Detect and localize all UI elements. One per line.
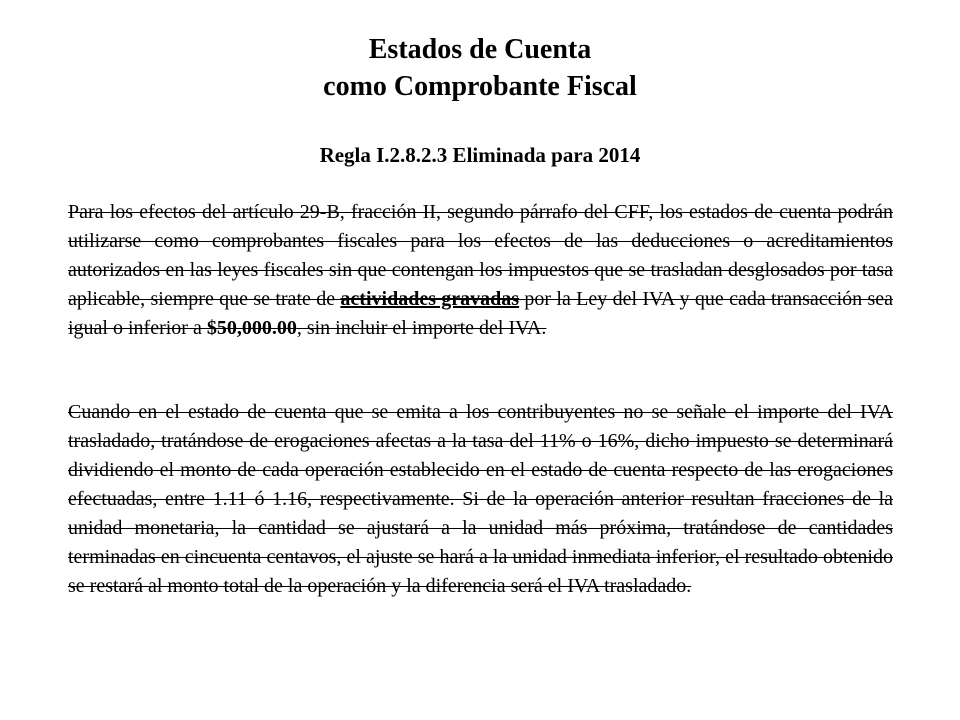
paragraph-1-text-c: , sin incluir el importe del IVA. <box>296 317 547 339</box>
page-title-line-1: Estados de Cuenta <box>368 34 592 65</box>
paragraph-1-text-b: por la Ley del IVA y que cada transacción sea igual o inferior a <box>68 288 893 339</box>
paragraph-1-emphasis-taxed-activities: actividades gravadas <box>340 288 520 310</box>
rule-subtitle: Regla I.2.8.2.3 Eliminada para 2014 <box>319 143 641 167</box>
paragraph-1-emphasis-amount: $50,000.00 <box>206 317 297 339</box>
paragraph-1 <box>68 198 893 343</box>
paragraph-1-text-a: Para los efectos del artículo 29-B, fracción II, segundo párrafo del CFF, los estados de cuenta podrán utilizarse como comprobantes fiscales para los efectos de las deducciones o acreditamientos autorizados en las leyes fiscales sin que contengan los impuestos que se trasladan desglosados por tasa aplicable, siempre que se trate de <box>68 201 893 310</box>
page-title-line-2: como Comprobante Fiscal <box>323 71 637 102</box>
paragraph-2: Cuando en el estado de cuenta que se emita a los contribuyentes no se señale el importe del IVA trasladado, tratándose de erogaciones afectas a la tasa del 11% o 16%, dicho impuesto se determinará dividiendo el monto de cada operación establecido en el estado de cuenta respecto de las erogaciones efectuadas, entre 1.11 ó 1.16, respectivamente. Si de la operación anterior resultan fracciones de la unidad monetaria, la cantidad se ajustará a la unidad más próxima, tratándose de cantidades terminadas en cincuenta centavos, el ajuste se hará a la unidad inmediata inferior, el resultado obtenido se restará al monto total de la operación y la diferencia será el IVA trasladado. <box>68 401 893 597</box>
